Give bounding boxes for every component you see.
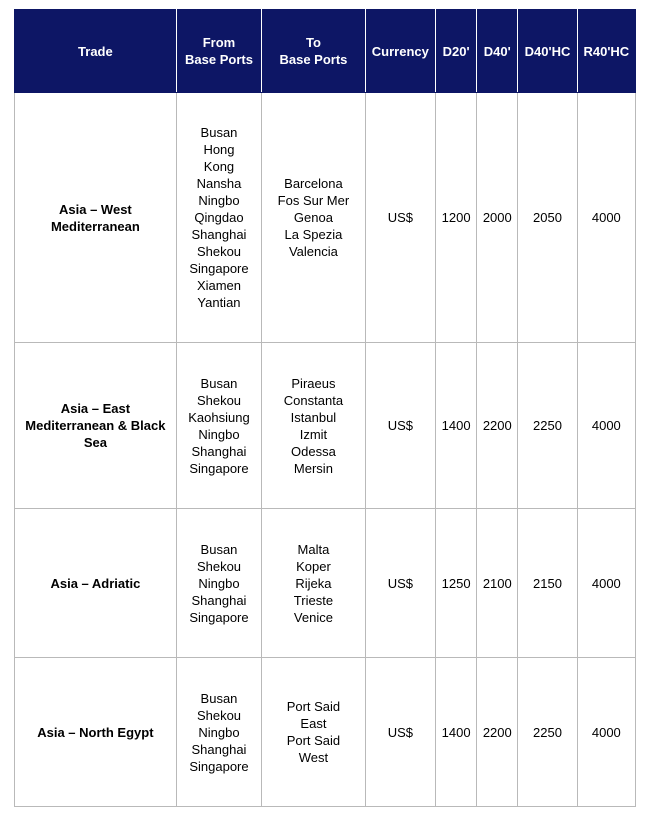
header-d40hc: D40'HC [518, 10, 577, 93]
d40hc-cell: 2250 [518, 343, 577, 509]
header-d20: D20' [436, 10, 477, 93]
to-ports-cell [262, 93, 365, 343]
port-name: Malta [297, 541, 330, 557]
trade-cell: Asia – East Mediterranean & Black Sea [15, 343, 177, 509]
port-name: Venice [293, 609, 333, 625]
d40-cell: 2100 [477, 509, 518, 658]
port-name: Mersin [293, 460, 333, 476]
port-name: Xiamen [196, 278, 242, 293]
to-ports-cell [262, 509, 365, 658]
header-d40: D40' [477, 10, 518, 93]
port-name: West [298, 750, 329, 765]
port-name: La Spezia [284, 227, 343, 242]
d20-cell: 1250 [436, 509, 477, 658]
port-name: Shekou [196, 392, 242, 408]
table-row [15, 658, 636, 807]
port-name: Singapore [189, 609, 249, 625]
port-name: Shanghai [191, 443, 247, 459]
currency-cell: US$ [365, 658, 435, 807]
header-from-line2: Base Ports [185, 52, 253, 67]
port-name: Valencia [288, 244, 338, 259]
port-name: Shanghai [191, 227, 247, 242]
port-name: Shekou [196, 707, 242, 723]
r40hc-cell: 4000 [577, 343, 635, 509]
port-name: Fos Sur Mer [277, 193, 350, 208]
header-from-ports [176, 10, 261, 93]
port-name: Shekou [196, 244, 242, 259]
port-name: Ningbo [198, 426, 240, 442]
port-name: Hong [203, 142, 235, 157]
table-row [15, 509, 636, 658]
port-name: Busan [200, 125, 238, 140]
port-name: East [300, 716, 327, 731]
port-name: Yantian [197, 295, 241, 310]
currency-cell: US$ [365, 509, 435, 658]
port-name: Ningbo [198, 193, 240, 208]
port-name: Qingdao [194, 210, 244, 225]
d40hc-cell: 2050 [518, 93, 577, 343]
d20-cell: 1400 [436, 658, 477, 807]
rates-body [15, 93, 636, 807]
d40hc-cell: 2150 [518, 509, 577, 658]
port-name: Port Said [286, 733, 341, 748]
header-r40hc: R40'HC [577, 10, 635, 93]
port-name: Nansha [196, 176, 242, 191]
currency-cell: US$ [365, 343, 435, 509]
to-ports-cell [262, 658, 365, 807]
port-name: Barcelona [284, 176, 343, 191]
port-name: Port Said [286, 699, 341, 714]
port-name: Kong [203, 159, 235, 174]
r40hc-cell: 4000 [577, 658, 635, 807]
r40hc-cell: 4000 [577, 93, 635, 343]
d40-cell: 2200 [477, 343, 518, 509]
port-name: Busan [200, 541, 238, 557]
trade-cell: Asia – Adriatic [15, 509, 177, 658]
port-name: Piraeus [291, 375, 336, 391]
port-name: Kaohsiung [188, 409, 250, 425]
port-name: Odessa [291, 443, 336, 459]
from-ports-cell [176, 343, 261, 509]
currency-cell: US$ [365, 93, 435, 343]
d40-cell: 2000 [477, 93, 518, 343]
trade-cell: Asia – West Mediterranean [15, 93, 177, 343]
from-ports-cell [176, 93, 261, 343]
port-name: Singapore [189, 758, 249, 774]
header-to-ports [262, 10, 365, 93]
table-row [15, 343, 636, 509]
port-name: Genoa [293, 210, 333, 225]
port-name: Koper [296, 558, 331, 574]
port-name: Constanta [283, 392, 344, 408]
table-row [15, 93, 636, 343]
r40hc-cell: 4000 [577, 509, 635, 658]
d20-cell: 1200 [436, 93, 477, 343]
port-name: Trieste [293, 592, 334, 608]
port-name: Singapore [189, 460, 249, 476]
port-name: Singapore [189, 261, 249, 276]
port-name: Ningbo [198, 575, 240, 591]
port-name: Rijeka [295, 575, 332, 591]
rates-table [14, 9, 636, 807]
header-from-line1: From [202, 35, 236, 50]
d40-cell: 2200 [477, 658, 518, 807]
port-name: Shanghai [191, 592, 247, 608]
port-name: Izmit [299, 426, 328, 442]
from-ports-cell [176, 509, 261, 658]
header-trade: Trade [15, 10, 177, 93]
header-currency: Currency [365, 10, 435, 93]
trade-cell: Asia – North Egypt [15, 658, 177, 807]
port-name: Ningbo [198, 724, 240, 740]
header-to-line2: Base Ports [279, 52, 348, 67]
header-row [15, 10, 636, 93]
d20-cell: 1400 [436, 343, 477, 509]
d40hc-cell: 2250 [518, 658, 577, 807]
port-name: Shekou [196, 558, 242, 574]
port-name: Shanghai [191, 741, 247, 757]
from-ports-cell [176, 658, 261, 807]
port-name: Busan [200, 690, 238, 706]
header-to-line1: To [305, 35, 321, 50]
port-name: Istanbul [290, 409, 337, 425]
port-name: Busan [200, 375, 238, 391]
to-ports-cell [262, 343, 365, 509]
